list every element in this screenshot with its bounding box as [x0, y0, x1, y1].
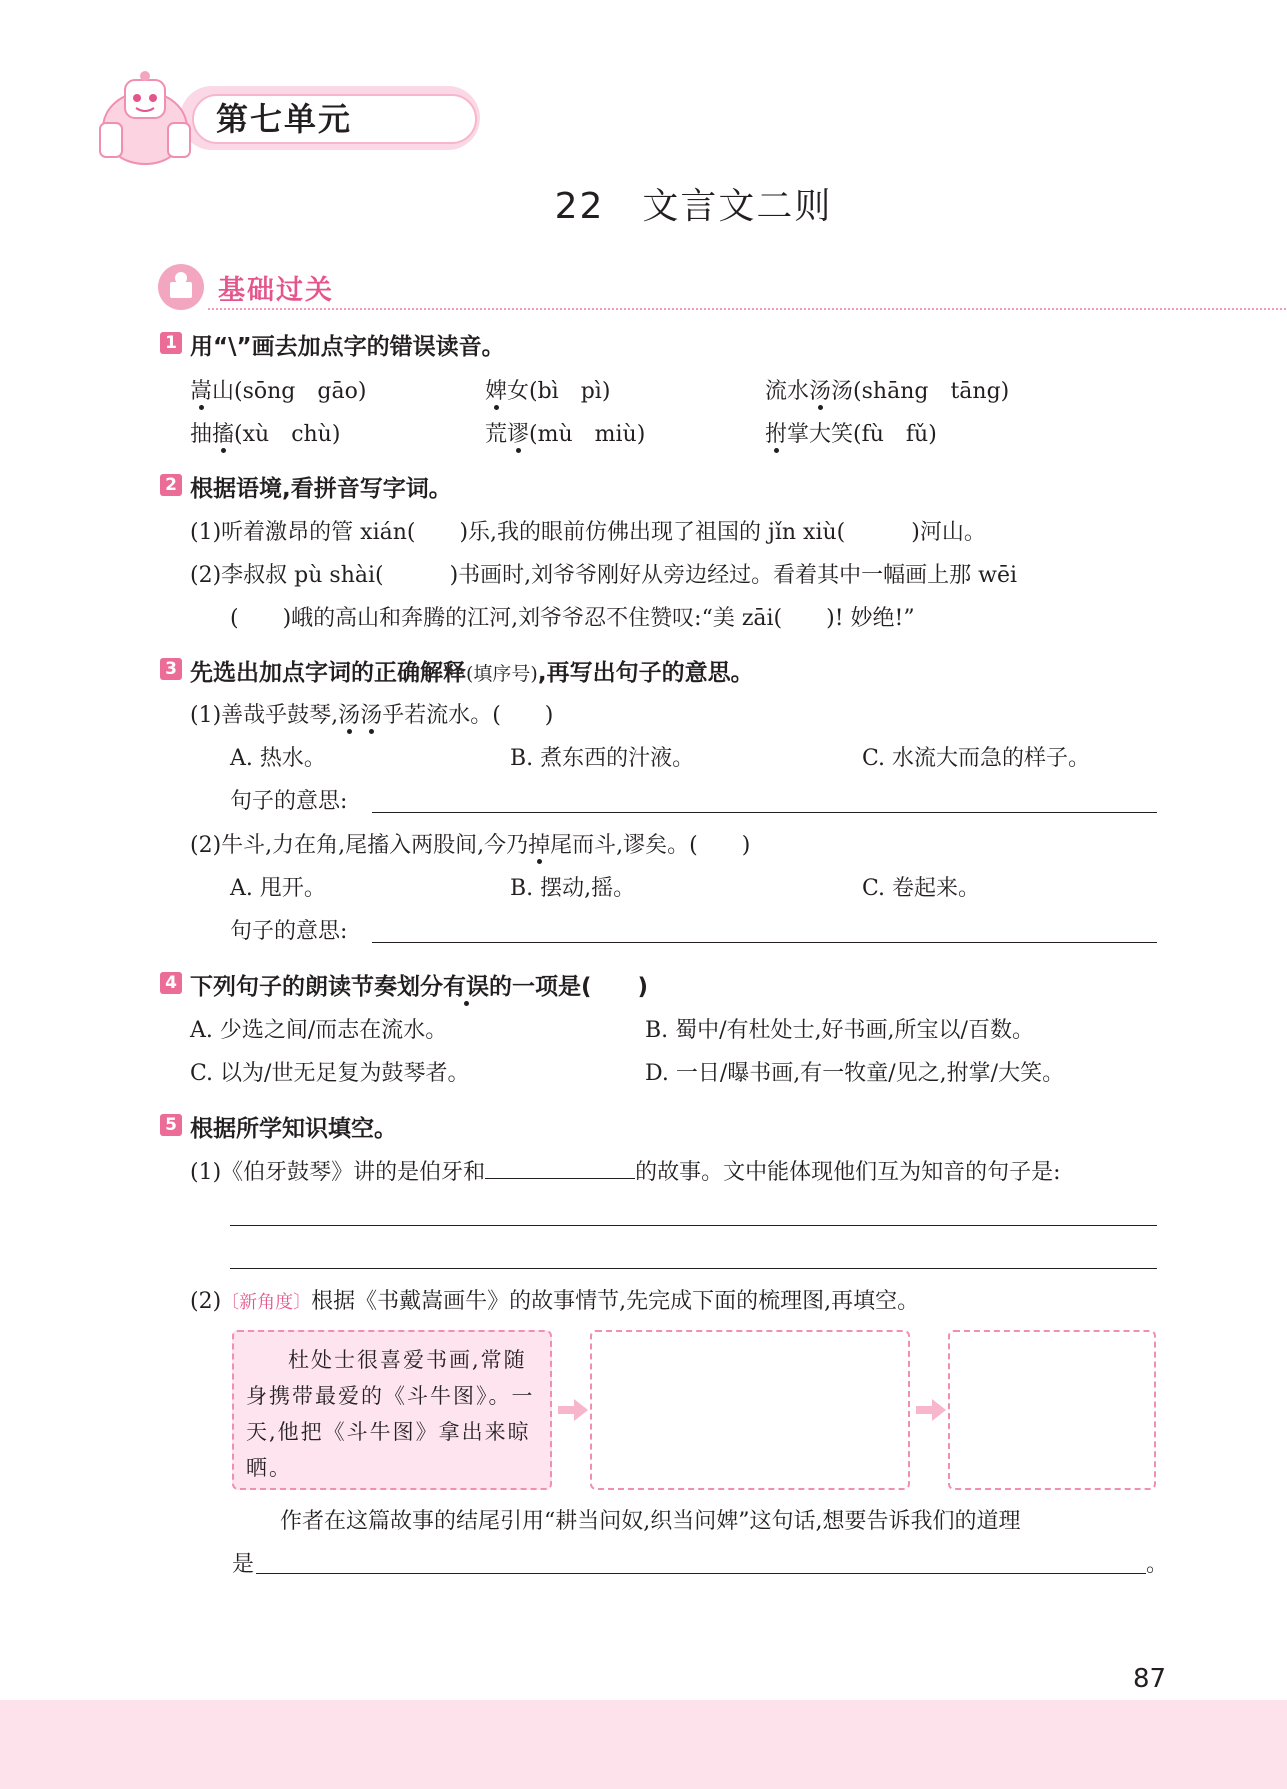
- q3-s1-option-b: B. 煮东西的汁液。: [510, 746, 695, 771]
- q2-line-2: (2)李叔叔 pù shài( )书画时,刘爷爷刚好从旁边经过。看着其中一幅画上那 wēi: [190, 563, 1018, 588]
- q5-sentence-2: (2)〔新角度〕根据《书戴嵩画牛》的故事情节,先完成下面的梳理图,再填空。: [190, 1289, 920, 1314]
- q3-s2-answer-line[interactable]: [372, 942, 1157, 943]
- flow-box-3[interactable]: [948, 1330, 1156, 1490]
- q3-s1-option-a: A. 热水。: [230, 746, 326, 771]
- q1-item-1: 嵩山(sōng gāo): [190, 379, 367, 404]
- question-number-5: 5: [160, 1114, 182, 1136]
- q2-line-3: ( )峨的高山和奔腾的江河,刘爷爷忍不住赞叹:“美 zāi( )! 妙绝!”: [230, 606, 915, 631]
- question-3-prompt: 先选出加点字词的正确解释(填序号),再写出句子的意思。: [190, 660, 754, 686]
- flow-box-1: [232, 1330, 552, 1490]
- section-title: 基础过关: [218, 275, 334, 306]
- q5-conclusion-prefix: 是: [232, 1552, 255, 1577]
- q1-item-2: 婢女(bì pì): [485, 379, 611, 404]
- mascot-icon: [80, 68, 210, 168]
- arrow-right-icon: [916, 1399, 946, 1421]
- footer-band: [0, 1700, 1287, 1789]
- q5-s1-blank[interactable]: [485, 1157, 635, 1179]
- unit-banner: [80, 68, 420, 168]
- q5-conclusion-line-1: 作者在这篇故事的结尾引用“耕当问奴,织当问婢”这句话,想要告诉我们的道理: [280, 1509, 1021, 1534]
- q3-s2-option-b: B. 摆动,摇。: [510, 876, 636, 901]
- q3-s1-meaning-label: 句子的意思:: [230, 789, 348, 814]
- q5-answer-line-2[interactable]: [230, 1268, 1157, 1269]
- q5-conclusion-end: 。: [1146, 1552, 1169, 1577]
- book-mascot-icon: [158, 264, 204, 310]
- q4-option-c: C. 以为/世无足复为鼓琴者。: [190, 1061, 470, 1086]
- flow-box-2[interactable]: [590, 1330, 910, 1490]
- q5-sentence-1: (1)《伯牙鼓琴》讲的是伯牙和 的故事。文中能体现他们互为知音的句子是:: [190, 1155, 1061, 1186]
- q3-s1-option-c: C. 水流大而急的样子。: [862, 746, 1091, 771]
- unit-title: 第七单元: [216, 100, 353, 138]
- question-number-2: 2: [160, 474, 182, 496]
- arrow-right-icon: [558, 1399, 588, 1421]
- q3-s2-option-a: A. 甩开。: [230, 876, 326, 901]
- question-1-prompt: 用“\”画去加点字的错误读音。: [190, 334, 505, 360]
- q3-s2-meaning-label: 句子的意思:: [230, 919, 348, 944]
- question-number-3: 3: [160, 658, 182, 680]
- q1-item-6: 拊掌大笑(fù fǔ): [765, 422, 937, 447]
- q2-line-1: (1)听着激昂的管 xián( )乐,我的眼前仿佛出现了祖国的 jǐn xiù( )河山。: [190, 520, 986, 545]
- q3-sentence-2: (2)牛斗,力在角,尾搐入两股间,今乃掉尾而斗,谬矣。( ): [190, 833, 751, 858]
- q4-option-a: A. 少选之间/而志在流水。: [190, 1018, 448, 1043]
- section-divider: [208, 308, 1287, 310]
- q3-sentence-1: (1)善哉乎鼓琴,汤汤乎若流水。( ): [190, 703, 554, 728]
- section-header: [158, 264, 1158, 312]
- page-number: 87: [1133, 1664, 1167, 1694]
- q3-s2-option-c: C. 卷起来。: [862, 876, 981, 901]
- q1-item-4: 抽搐(xù chù): [190, 422, 341, 447]
- q3-s1-answer-line[interactable]: [372, 812, 1157, 813]
- question-5-prompt: 根据所学知识填空。: [190, 1116, 397, 1142]
- question-number-1: 1: [160, 332, 182, 354]
- question-2-prompt: 根据语境,看拼音写字词。: [190, 476, 452, 502]
- lesson-title: 22 文言文二则: [554, 186, 833, 227]
- question-number-4: 4: [160, 972, 182, 994]
- flow-box-1-text: 杜处士很喜爱书画,常随身携带最爱的《斗牛图》。一天,他把《斗牛图》拿出来晾晒。: [246, 1348, 535, 1480]
- q4-option-d: D. 一日/曝书画,有一牧童/见之,拊掌/大笑。: [645, 1061, 1065, 1086]
- q1-item-3: 流水汤汤(shāng tāng): [765, 379, 1010, 404]
- q1-item-5: 荒谬(mù miù): [485, 422, 646, 447]
- q5-conclusion-answer-line[interactable]: [256, 1573, 1146, 1574]
- q5-answer-line-1[interactable]: [230, 1225, 1157, 1226]
- new-angle-tag: 〔新角度〕: [221, 1292, 312, 1313]
- q4-option-b: B. 蜀中/有杜处士,好书画,所宝以/百数。: [645, 1018, 1034, 1043]
- question-4-prompt: 下列句子的朗读节奏划分有误的一项是( ): [190, 974, 649, 1000]
